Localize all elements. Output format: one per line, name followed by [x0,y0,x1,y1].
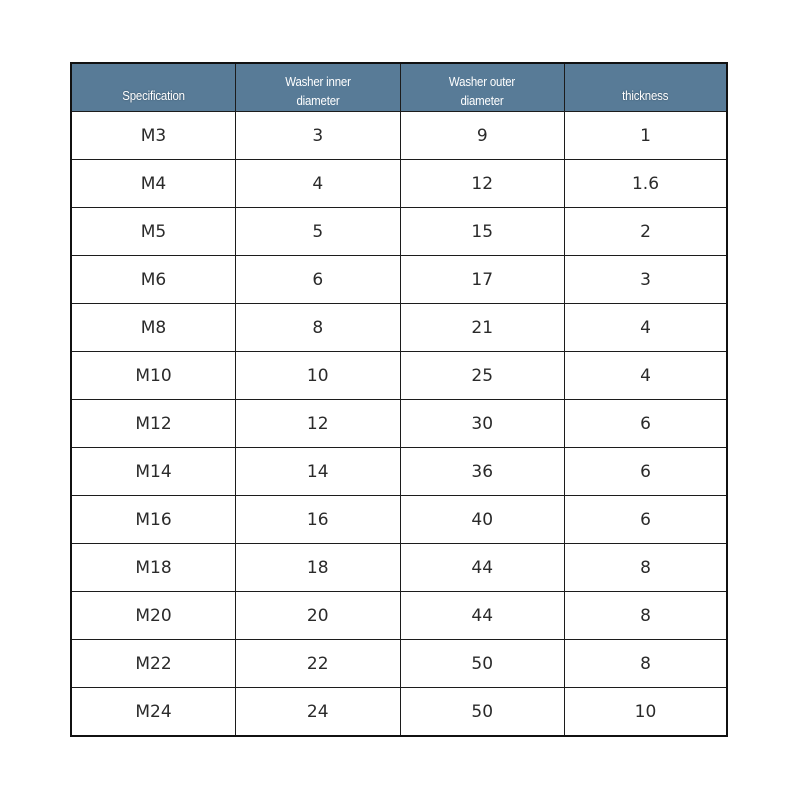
cell-outer-diameter: 50 [400,688,565,737]
cell-thickness: 1 [565,112,728,160]
washer-spec-table [70,62,728,737]
table-row [71,688,727,737]
header-outer-diameter [400,63,565,112]
header-label: Specification [122,88,185,103]
cell-outer-diameter: 12 [400,160,565,208]
cell-specification: M4 [71,160,236,208]
cell-specification: M12 [71,400,236,448]
cell-thickness: 4 [565,304,728,352]
cell-outer-diameter: 9 [400,112,565,160]
cell-specification: M10 [71,352,236,400]
cell-outer-diameter: 21 [400,304,565,352]
cell-thickness: 8 [565,544,728,592]
cell-thickness: 1.6 [565,160,728,208]
cell-specification: M8 [71,304,236,352]
table-row [71,160,727,208]
cell-inner-diameter: 14 [236,448,401,496]
cell-thickness: 4 [565,352,728,400]
cell-specification: M14 [71,448,236,496]
table-row [71,208,727,256]
table-body [71,112,727,737]
table-row [71,256,727,304]
cell-outer-diameter: 15 [400,208,565,256]
cell-inner-diameter: 10 [236,352,401,400]
cell-inner-diameter: 18 [236,544,401,592]
cell-outer-diameter: 40 [400,496,565,544]
table-row [71,592,727,640]
header-label: thickness [622,88,669,103]
cell-outer-diameter: 30 [400,400,565,448]
table-row [71,640,727,688]
cell-inner-diameter: 4 [236,160,401,208]
header-inner-diameter [236,63,401,112]
table-row [71,304,727,352]
cell-inner-diameter: 12 [236,400,401,448]
cell-inner-diameter: 16 [236,496,401,544]
header-specification [71,63,236,112]
cell-inner-diameter: 3 [236,112,401,160]
cell-thickness: 10 [565,688,728,737]
cell-outer-diameter: 44 [400,544,565,592]
cell-thickness: 8 [565,592,728,640]
table-row [71,400,727,448]
cell-inner-diameter: 22 [236,640,401,688]
washer-spec-table-container [70,62,728,737]
cell-specification: M6 [71,256,236,304]
table-row [71,544,727,592]
header-label: Washer inner diameter [284,73,351,108]
cell-thickness: 6 [565,496,728,544]
cell-inner-diameter: 24 [236,688,401,737]
cell-specification: M3 [71,112,236,160]
cell-thickness: 6 [565,448,728,496]
table-row [71,112,727,160]
header-label: Washer outer diameter [449,73,516,108]
cell-inner-diameter: 8 [236,304,401,352]
header-thickness [565,63,728,112]
cell-inner-diameter: 5 [236,208,401,256]
table-row [71,496,727,544]
cell-specification: M20 [71,592,236,640]
table-header-row [71,63,727,112]
cell-specification: M5 [71,208,236,256]
cell-specification: M22 [71,640,236,688]
cell-inner-diameter: 6 [236,256,401,304]
cell-thickness: 3 [565,256,728,304]
cell-inner-diameter: 20 [236,592,401,640]
cell-outer-diameter: 44 [400,592,565,640]
cell-thickness: 6 [565,400,728,448]
cell-thickness: 2 [565,208,728,256]
cell-outer-diameter: 50 [400,640,565,688]
cell-specification: M24 [71,688,236,737]
cell-thickness: 8 [565,640,728,688]
cell-outer-diameter: 17 [400,256,565,304]
cell-specification: M18 [71,544,236,592]
table-row [71,448,727,496]
cell-outer-diameter: 25 [400,352,565,400]
cell-outer-diameter: 36 [400,448,565,496]
cell-specification: M16 [71,496,236,544]
table-row [71,352,727,400]
